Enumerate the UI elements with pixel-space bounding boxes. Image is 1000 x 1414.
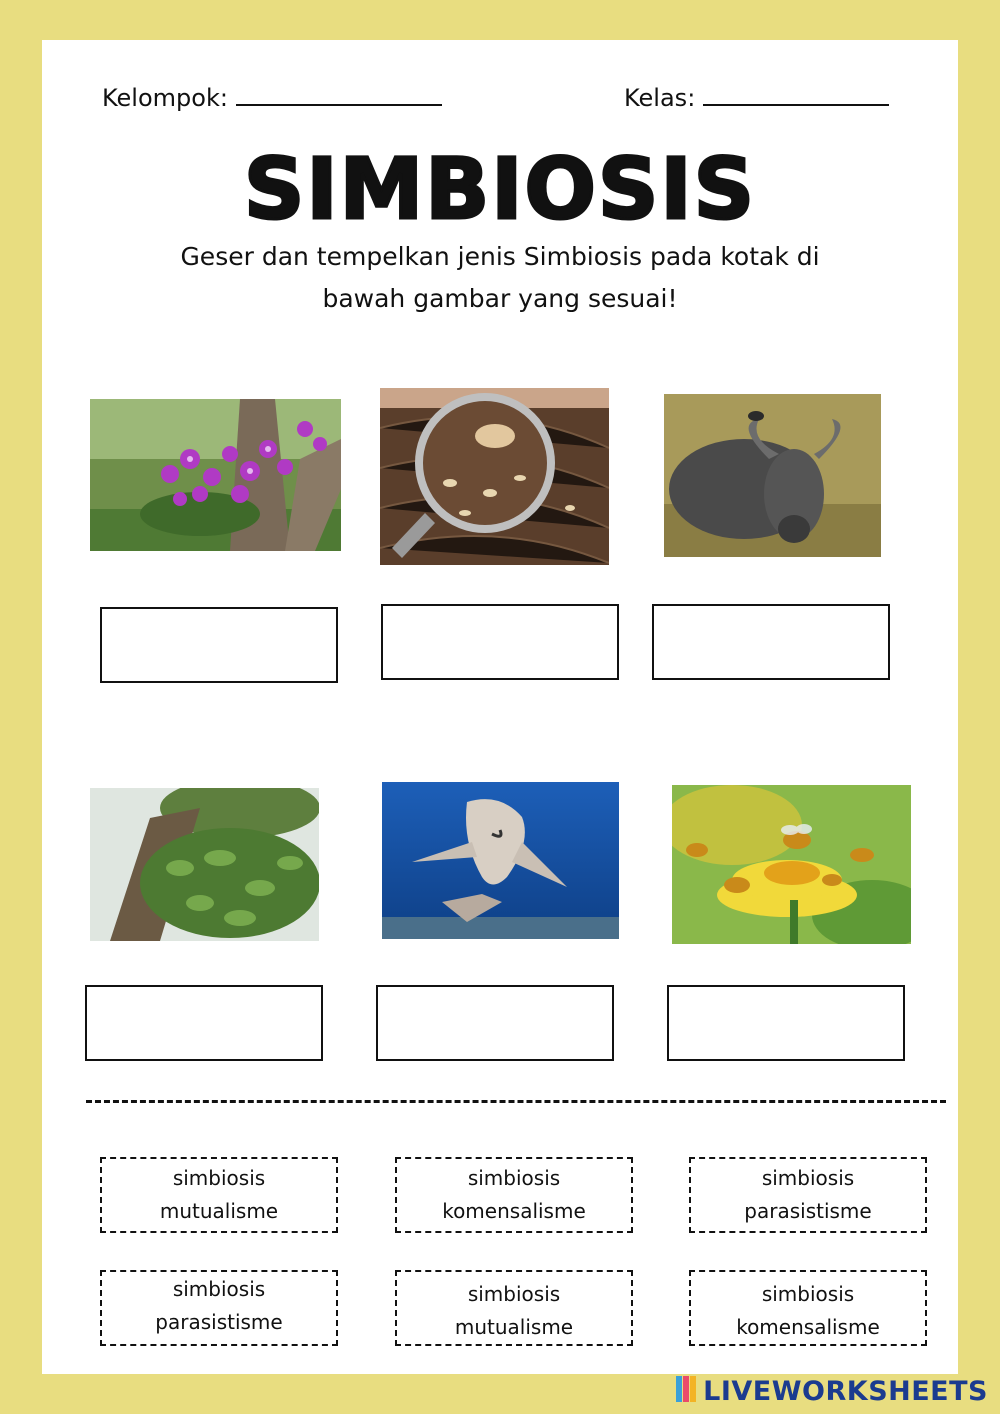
group-field (102, 84, 442, 112)
card-line-1: simbiosis (172, 1277, 266, 1301)
brand-text: LIVEWORKSHEETS (703, 1375, 988, 1407)
class-field (624, 84, 889, 112)
card-line-1: simbiosis (467, 1282, 561, 1306)
answer-box-6[interactable] (667, 985, 905, 1061)
card-line-2: mutualisme (454, 1315, 574, 1339)
instruction-line-1: Geser dan tempelkan jenis Simbiosis pada kotak di (180, 242, 820, 271)
liveworksheets-logo-icon (675, 1375, 697, 1407)
class-label: Kelas: (624, 84, 696, 112)
card-line-2: komensalisme (736, 1315, 880, 1339)
drag-card-2[interactable] (395, 1157, 633, 1233)
liveworksheets-brand[interactable] (675, 1374, 988, 1408)
card-line-1: simbiosis (761, 1166, 855, 1190)
page-title: SIMBIOSIS (243, 140, 757, 238)
drag-card-3[interactable] (689, 1157, 927, 1233)
card-line-2: mutualisme (159, 1199, 279, 1223)
group-blank-line[interactable] (236, 104, 442, 106)
card-line-1: simbiosis (761, 1282, 855, 1306)
drag-card-5[interactable] (395, 1270, 633, 1346)
bees-flower-photo (672, 785, 911, 944)
card-line-2: komensalisme (442, 1199, 586, 1223)
head-lice-photo (380, 388, 609, 565)
answer-box-4[interactable] (85, 985, 323, 1061)
shark-remora-photo (382, 782, 619, 939)
instruction-text (100, 236, 900, 320)
buffalo-bird-photo (664, 394, 881, 557)
instruction-line-2: bawah gambar yang sesuai! (322, 284, 678, 313)
answer-box-2[interactable] (381, 604, 619, 680)
drag-card-4[interactable] (100, 1270, 338, 1346)
card-line-1: simbiosis (467, 1166, 561, 1190)
card-line-1: simbiosis (172, 1166, 266, 1190)
class-blank-line[interactable] (703, 104, 889, 106)
drag-card-6[interactable] (689, 1270, 927, 1346)
orchid-on-tree-photo (90, 399, 341, 551)
group-label: Kelompok: (102, 84, 228, 112)
answer-box-1[interactable] (100, 607, 338, 683)
drag-card-1[interactable] (100, 1157, 338, 1233)
card-line-2: parasistisme (155, 1310, 283, 1334)
fern-on-tree-photo (90, 788, 319, 941)
card-line-2: parasistisme (744, 1199, 872, 1223)
answer-box-5[interactable] (376, 985, 614, 1061)
answer-box-3[interactable] (652, 604, 890, 680)
dashed-divider (86, 1100, 946, 1103)
